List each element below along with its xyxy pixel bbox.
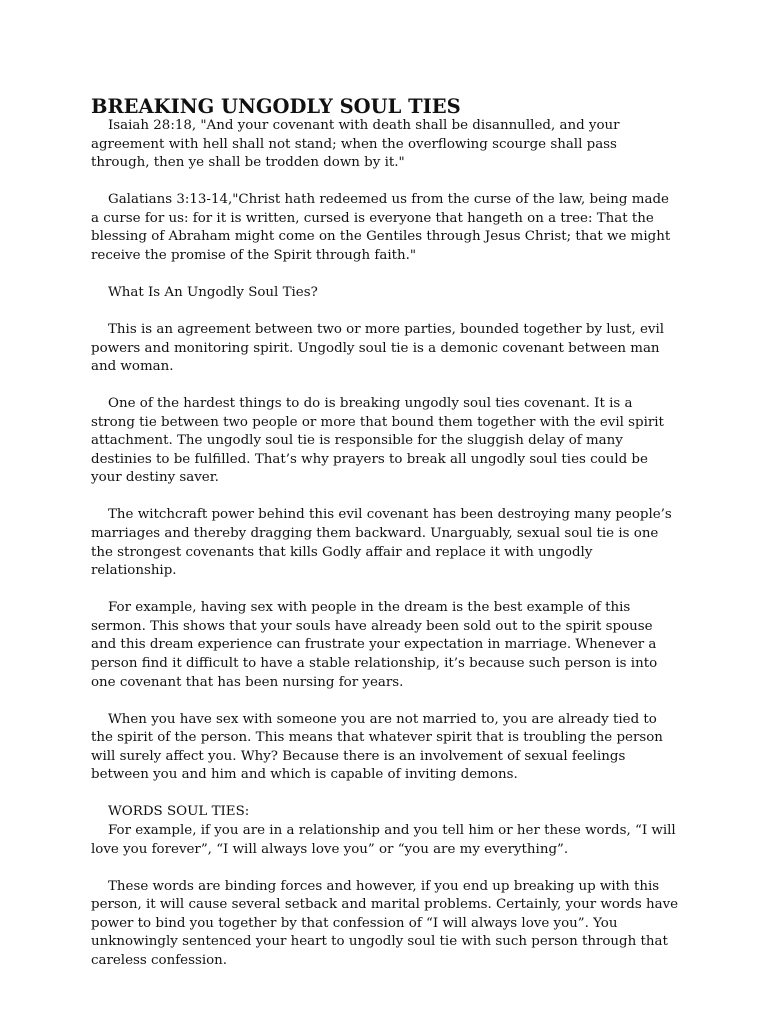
paragraph-hardest-things: One of the hardest things to do is breaking ungodly soul ties covenant. It is a strong tie between two people or more that bound them together with the evil spirit attachment. The ungodly soul tie is responsible for the sluggish delay of many destinies to be fulfilled. That’s why prayers to break all ungodly soul ties could be your destiny saver. [91, 396, 664, 486]
paragraph-binding-forces: These words are binding forces and however, if you end up breaking up with this person, it will cause several setback and marital problems. Certainly, your words have power to bind you together by that confession of “I will always love you”. You unknowingly sentenced your heart to ungodly soul tie with such person through that careless confession. [91, 878, 679, 968]
paragraph-galatians-quote: Galatians 3:13-14,"Christ hath redeemed us from the curse of the law, being made a curse for us: for it is written, cursed is everyone that hangeth on a tree: That the blessing of Abraham might come on the Gentiles through Jesus Christ; that we might receive the promise of the Spirit through faith." [91, 192, 671, 263]
document-body [91, 94, 679, 989]
paragraph-witchcraft: The witchcraft power behind this evil covenant has been destroying many people’s marriages and thereby dragging them backward. Unarguably, sexual soul tie is one the strongest covenants that kills Godly affair and replace it with ungodly relationship. [91, 507, 672, 579]
document-title: BREAKING UNGODLY SOUL TIES [91, 95, 461, 118]
paragraph-words-example: For example, if you are in a relationship and you tell him or her these words, “I will love you forever”, “I will always love you” or “you are my everything”. [91, 822, 676, 857]
paragraph-sex-spirit: When you have sex with someone you are not married to, you are already tied to the spirit of the person. This means that whatever spirit that is troubling the person will surely affect you. Why? Because there is an involvement of sexual feelings between you and him and which is capable of inviting demons. [91, 711, 663, 783]
section-question: What Is An Ungodly Soul Ties? [108, 284, 318, 300]
section-heading-words-soul-ties: WORDS SOUL TIES: [108, 804, 250, 820]
paragraph-isaiah-quote: Isaiah 28:18, "And your covenant with death shall be disannulled, and your agreement with hell shall not stand; when the overflowing scourge shall pass through, then ye shall be trodden down by it." [91, 118, 620, 171]
paragraph-definition: This is an agreement between two or more parties, bounded together by lust, evil powers and monitoring spirit. Ungodly soul tie is a demonic covenant between man and woman. [91, 321, 665, 375]
paragraph-dream-example: For example, having sex with people in the dream is the best example of this sermon. This shows that your souls have already been sold out to the spirit spouse and this dream experience can frustrate your expectation in marriage. Whenever a person find it difficult to have a stable relationship, it’s because such person is into one covenant that has been nursing for years. [91, 600, 658, 690]
